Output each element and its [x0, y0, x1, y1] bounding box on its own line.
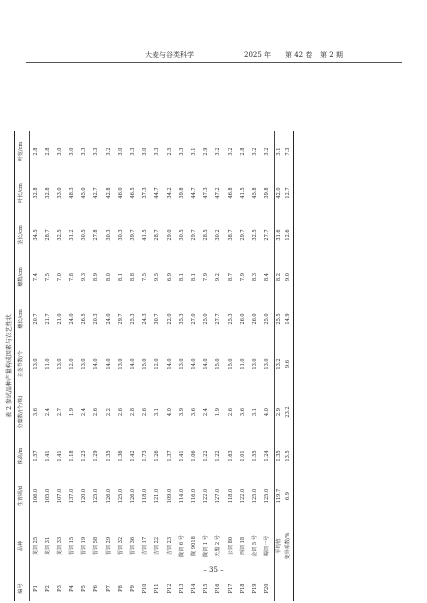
table-cell: 29.0	[166, 229, 173, 241]
table-cell: 8.1	[190, 272, 197, 282]
table-cell: 3.3	[154, 147, 161, 156]
summary-cell: 9.6	[284, 340, 294, 388]
table-cell: 25.3	[130, 313, 137, 325]
table-cell: P16	[215, 583, 222, 594]
table-cell: 1.57	[32, 450, 39, 462]
table-cell: P17	[227, 583, 234, 594]
summary-row	[274, 131, 284, 601]
table-cell: 3.2	[105, 147, 112, 156]
table-cell: 龙饲 25	[32, 536, 39, 556]
summary-cell: 1.35	[275, 450, 282, 462]
table-cell: 1.06	[190, 450, 197, 462]
table-cell: 34.5	[32, 229, 39, 241]
table-row	[91, 131, 103, 601]
table-cell: 30.2	[215, 229, 222, 241]
table-cell: 24.0	[69, 313, 76, 325]
table-cell: 3.2	[227, 147, 234, 156]
table-cell: 4.0	[166, 407, 173, 417]
table-cell: 8.7	[227, 272, 234, 282]
table-cell: 46.8	[227, 187, 234, 199]
journal-issue: 第 2 期	[320, 51, 343, 59]
data-table	[14, 131, 294, 601]
table-cell: 39.7	[130, 229, 137, 241]
summary-cell: 31.6	[275, 229, 282, 241]
table-cell: 44.7	[154, 187, 161, 199]
column-header: 穗数/cm	[15, 256, 30, 298]
table-row	[103, 131, 115, 601]
table-cell: 3.0	[117, 147, 124, 156]
table-cell: P5	[81, 585, 88, 592]
table-cell: 30.7	[154, 313, 161, 325]
summary-cell: 变异系数/%	[284, 516, 294, 576]
running-head	[0, 50, 427, 62]
journal-name: 大麦与谷类科学	[145, 51, 194, 59]
table-row	[30, 131, 43, 601]
table-cell: 1.63	[227, 450, 234, 462]
table-cell: 2.7	[56, 407, 63, 417]
table-cell: 125.0	[93, 488, 100, 504]
summary-cell: 12.6	[284, 214, 294, 256]
table-row	[225, 131, 237, 601]
table-cell: 3.0	[56, 147, 63, 156]
table-cell: 3.2	[215, 147, 222, 156]
table-cell: 8.4	[262, 256, 275, 298]
table-cell: P20	[262, 576, 275, 601]
summary-cell: 6.9	[284, 476, 294, 516]
table-cell: 25.0	[262, 298, 275, 340]
table-row	[79, 131, 91, 601]
table-cell: 吉饲 22	[154, 536, 161, 556]
table-cell: 8.1	[117, 272, 124, 282]
summary-cell: 平均值	[275, 538, 282, 554]
table-cell: 3.1	[251, 407, 258, 417]
table-cell: 3.6	[32, 407, 39, 417]
summary-cell: 13.2	[275, 358, 282, 370]
table-cell: 13.0	[81, 358, 88, 370]
table-cell: P9	[130, 585, 137, 592]
table-cell: 13.0	[56, 358, 63, 370]
table-row	[176, 131, 188, 601]
table-cell: 26.5	[81, 313, 88, 325]
summary-cell: 8.2	[275, 272, 282, 282]
table-cell: 13.0	[251, 358, 258, 370]
table-cell: 22.0	[166, 313, 173, 325]
table-cell: 2.6	[142, 407, 149, 417]
table-cell: 14.0	[203, 358, 210, 370]
summary-cell: 42.0	[275, 187, 282, 199]
table-cell: 34.2	[166, 187, 173, 199]
table-cell: 8.1	[178, 272, 185, 282]
table-cell: 1.35	[105, 450, 112, 462]
table-cell: 47.2	[215, 187, 222, 199]
table-cell: 14.0	[166, 358, 173, 370]
table-cell: 晋饲 32	[117, 536, 124, 556]
table-cell: 27.8	[93, 229, 100, 241]
table-cell: 20.3	[93, 313, 100, 325]
table-cell: 105.0	[44, 488, 51, 504]
table-cell: 24.3	[142, 313, 149, 325]
table-cell: 9.5	[154, 272, 161, 282]
journal-volume: 第 42 卷	[285, 51, 313, 59]
table-cell: 天黑 2 号	[215, 535, 222, 557]
table-cell: 28.5	[203, 229, 210, 241]
table-cell: 1.18	[69, 450, 76, 462]
table-cell: P4	[69, 585, 76, 592]
table-cell: 15.0	[142, 358, 149, 370]
table-row	[140, 131, 152, 601]
table-cell: 晋饲 15	[69, 536, 76, 556]
table-cell: 9.3	[81, 272, 88, 282]
table-cell: 35.3	[178, 313, 185, 325]
table-cell: 3.1	[154, 407, 161, 417]
table-cell: 29.7	[190, 229, 197, 241]
table-cell: 1.36	[117, 450, 124, 462]
table-cell: 11.0	[44, 358, 51, 370]
table-cell: 29.7	[117, 313, 124, 325]
table-cell: P1	[32, 585, 39, 592]
table-cell: 7.9	[203, 272, 210, 282]
table-cell: 125.0	[262, 476, 275, 516]
table-row	[262, 131, 275, 601]
table-cell: 42.8	[105, 187, 112, 199]
table-cell: 3.0	[142, 147, 149, 156]
table-cell: 14.0	[93, 358, 100, 370]
table-cell: 7.9	[239, 272, 246, 282]
summary-cell: 23.2	[284, 388, 294, 436]
table-cell: P19	[251, 583, 258, 594]
table-cell: P14	[190, 583, 197, 594]
table-cell: 1.23	[81, 450, 88, 462]
table-cell: 2.5	[166, 147, 173, 156]
summary-cell: 3.1	[275, 147, 282, 156]
table-cell: 12.0	[154, 358, 161, 370]
table-cell: 西饲 18	[239, 536, 246, 556]
table-cell: 3.1	[190, 147, 197, 156]
column-header: 株高/m	[15, 436, 30, 476]
column-header: 主茎节数/个	[15, 340, 30, 388]
table-cell: 27.7	[215, 313, 222, 325]
table-row	[201, 131, 213, 601]
column-header: 叶长/cm	[15, 172, 30, 214]
table-cell: 3.9	[178, 407, 185, 417]
table-cell: 21.0	[56, 313, 63, 325]
table-cell: P18	[239, 583, 246, 594]
summary-cell: 13.5	[284, 436, 294, 476]
table-cell: 33.0	[56, 187, 63, 199]
table-cell: 30.5	[81, 229, 88, 241]
column-header: 生育期/d	[15, 476, 30, 516]
table-cell: 3.2	[262, 131, 275, 172]
table-cell: 3.0	[69, 147, 76, 156]
table-cell: 1.55	[251, 450, 258, 462]
column-header: 叶宽/cm	[15, 131, 30, 172]
table-cell: 1.22	[215, 450, 222, 462]
table-row	[128, 131, 140, 601]
table-cell: 1.41	[56, 450, 63, 462]
table-cell: 126.0	[130, 488, 137, 504]
table-cell: 27.0	[190, 313, 197, 325]
summary-cell: 2.9	[275, 407, 282, 417]
table-cell: 46.5	[130, 187, 137, 199]
table-cell: 3.3	[130, 147, 137, 156]
table-row	[54, 131, 66, 601]
table-summary	[274, 131, 293, 601]
table-cell: 126.0	[105, 488, 112, 504]
table-cell: 122.0	[203, 488, 210, 504]
table-cell: P3	[56, 585, 63, 592]
table-cell: 2.8	[32, 147, 39, 156]
table-cell: 1.01	[239, 450, 246, 462]
table-cell: 127.0	[215, 488, 222, 504]
summary-cell: 12.7	[284, 172, 294, 214]
table-cell: 29.7	[239, 229, 246, 241]
table-cell: 7.5	[142, 272, 149, 282]
table-cell: 24.0	[105, 313, 112, 325]
table-cell: 7.4	[32, 272, 39, 282]
table-cell: 1.26	[154, 450, 161, 462]
table-cell: 8.0	[105, 272, 112, 282]
table-cell: 32.5	[251, 229, 258, 241]
table-cell: 2.8	[44, 147, 51, 156]
table-cell: 8.3	[251, 272, 258, 282]
table-cell: 8.9	[93, 272, 100, 282]
table-cell: 2.4	[44, 407, 51, 417]
table-cell: 28.7	[154, 229, 161, 241]
table-cell: 公饲 80	[227, 536, 234, 556]
table-cell: 122.0	[239, 488, 246, 504]
table-cell: 陇饲 6 号	[178, 535, 185, 557]
table-row	[67, 131, 79, 601]
table-cell: 7.0	[56, 272, 63, 282]
table-cell: 32.8	[32, 187, 39, 199]
table-cell: 2.6	[93, 407, 100, 417]
table-body	[30, 131, 275, 601]
table-row	[115, 131, 127, 601]
table-cell: 25.3	[227, 313, 234, 325]
table-cell: 14.0	[105, 358, 112, 370]
table-cell: 107.0	[56, 488, 63, 504]
table-cell: 3.3	[81, 147, 88, 156]
table-cell: 陇饲 1 号	[203, 535, 210, 557]
table-cell: 1.41	[178, 450, 185, 462]
table-cell: 15.0	[215, 358, 222, 370]
table-cell: 2.4	[81, 407, 88, 417]
table-cell: 蜀饲一号	[262, 516, 275, 576]
table-cell: 25.0	[203, 313, 210, 325]
table-cell: 晋饲 19	[81, 536, 88, 556]
table-cell: 1.73	[142, 450, 149, 462]
table-cell: P15	[203, 583, 210, 594]
table-cell: 1.37	[166, 450, 173, 462]
table-cell: 13.0	[32, 358, 39, 370]
table-cell: 1.29	[93, 450, 100, 462]
table-cell: 38.7	[227, 229, 234, 241]
table-cell: P8	[117, 585, 124, 592]
table-cell: 121.0	[154, 488, 161, 504]
table-cell: 125.0	[251, 488, 258, 504]
table-cell: 109.0	[166, 488, 173, 504]
table-cell: 47.3	[203, 187, 210, 199]
summary-row	[284, 131, 294, 601]
summary-cell: 119.7	[275, 488, 282, 504]
table-cell: 14.0	[130, 358, 137, 370]
table-cell: 39.8	[262, 172, 275, 214]
page-number: – 35 –	[203, 566, 224, 574]
table-cell: 吉饲 23	[166, 536, 173, 556]
table-cell: 吉饲 17	[142, 536, 149, 556]
table-cell: 2.4	[203, 407, 210, 417]
table-cell: 2.8	[130, 407, 137, 417]
table-header-row	[15, 131, 30, 601]
table-cell: 32.5	[56, 229, 63, 241]
column-header: 茎长/cm	[15, 214, 30, 256]
table-cell: 45.8	[251, 187, 258, 199]
table-cell: 2.2	[105, 407, 112, 417]
table-cell: 32.8	[44, 187, 51, 199]
table-cell: 3.3	[178, 147, 185, 156]
table-cell: 7.5	[44, 272, 51, 282]
table-cell: 晋饲 36	[130, 536, 137, 556]
table-cell: P11	[154, 583, 161, 594]
table-cell: 42.7	[93, 187, 100, 199]
table-cell: 46.0	[117, 187, 124, 199]
table-cell: 12.0	[69, 358, 76, 370]
table-cell: P7	[105, 585, 112, 592]
table-row	[164, 131, 176, 601]
table-cell: 2.6	[227, 407, 234, 417]
table-cell: 2.6	[117, 407, 124, 417]
table-cell: 陇 9018	[190, 536, 197, 556]
table-cell: 1.42	[130, 450, 137, 462]
table-cell: 2.8	[239, 147, 246, 156]
table-cell: 137.0	[69, 488, 76, 504]
table-cell: 1.22	[203, 450, 210, 462]
table-cell: 龙饲 31	[44, 536, 51, 556]
table-cell: P2	[44, 585, 51, 592]
table-cell: 1.9	[215, 407, 222, 417]
table-cell: 48.3	[69, 187, 76, 199]
table-cell: 15.0	[227, 358, 234, 370]
table-cell: 8.8	[130, 272, 137, 282]
table-cell: 11.0	[239, 358, 246, 370]
table-cell: 14.0	[190, 358, 197, 370]
table-cell: 41.5	[239, 187, 246, 199]
summary-cell: 7.3	[284, 131, 294, 172]
table-cell: 28.7	[44, 229, 51, 241]
table-cell: 7.8	[69, 272, 76, 282]
table-caption: 表 2 参试品种产量构成因素与农艺性状	[6, 314, 13, 418]
table-cell: 27.7	[262, 214, 275, 256]
table-row	[42, 131, 54, 601]
table-cell: 9.2	[215, 272, 222, 282]
table-cell: 3.6	[239, 407, 246, 417]
table-cell: P10	[142, 583, 149, 594]
table-cell: 20.7	[32, 313, 39, 325]
table-cell: 13.0	[262, 340, 275, 388]
table-cell: 106.0	[32, 488, 39, 504]
table-cell: 1.41	[44, 450, 51, 462]
table-row	[188, 131, 200, 601]
table-cell: 4.0	[262, 388, 275, 436]
table-cell: 37.3	[142, 187, 149, 199]
summary-cell	[284, 576, 294, 601]
table-cell: 118.0	[142, 488, 149, 504]
table-cell: 1.24	[262, 436, 275, 476]
table-cell: 39.8	[178, 187, 185, 199]
table-cell: 龙饲 33	[56, 536, 63, 556]
table-cell: P12	[166, 583, 173, 594]
summary-cell: 14.9	[284, 298, 294, 340]
table-cell: 6.9	[166, 272, 173, 282]
table-cell: 30.5	[178, 229, 185, 241]
table-cell: P6	[93, 585, 100, 592]
table-cell: 41.5	[142, 229, 149, 241]
table-cell: P13	[178, 583, 185, 594]
header-rule	[26, 62, 402, 63]
table-cell: 44.7	[190, 187, 197, 199]
table-cell: 30.3	[117, 229, 124, 241]
table-cell: 3.6	[190, 407, 197, 417]
column-header: 分蘖数/(个/株)	[15, 388, 30, 436]
summary-cell: 9.0	[284, 256, 294, 298]
table-row	[249, 131, 261, 601]
table-cell: 晋饲 58	[93, 536, 100, 556]
rotated-table-block	[0, 131, 305, 601]
table-cell: 13.0	[117, 358, 124, 370]
column-header: 穗长/cm	[15, 298, 30, 340]
table-cell: 3.3	[93, 147, 100, 156]
table-cell: 31.2	[69, 229, 76, 241]
table-cell: 1.9	[69, 407, 76, 417]
table-cell: 21.7	[44, 313, 51, 325]
table-cell: 118.0	[227, 488, 234, 504]
table-cell: 45.0	[81, 187, 88, 199]
table-row	[152, 131, 164, 601]
journal-year: 2025 年	[244, 51, 272, 59]
column-header: 品种	[15, 516, 30, 576]
summary-cell: 25.5	[275, 313, 282, 325]
table-row	[237, 131, 249, 601]
table-cell: 116.0	[190, 488, 197, 504]
table-cell: 晋饲 29	[105, 536, 112, 556]
table-cell: 114.0	[178, 488, 185, 504]
table-cell: 30.3	[105, 229, 112, 241]
table-cell: 金饲 5 号	[251, 535, 258, 557]
table-cell: 3.2	[251, 147, 258, 156]
table-cell: 125.0	[117, 488, 124, 504]
table-cell: 13.0	[178, 358, 185, 370]
table-cell: 26.0	[239, 313, 246, 325]
summary-cell	[274, 576, 284, 601]
table-cell: 2.9	[203, 147, 210, 156]
table-cell: 26.0	[251, 313, 258, 325]
column-header: 编号	[15, 576, 30, 601]
table-cell: 120.0	[81, 488, 88, 504]
table-row	[213, 131, 225, 601]
